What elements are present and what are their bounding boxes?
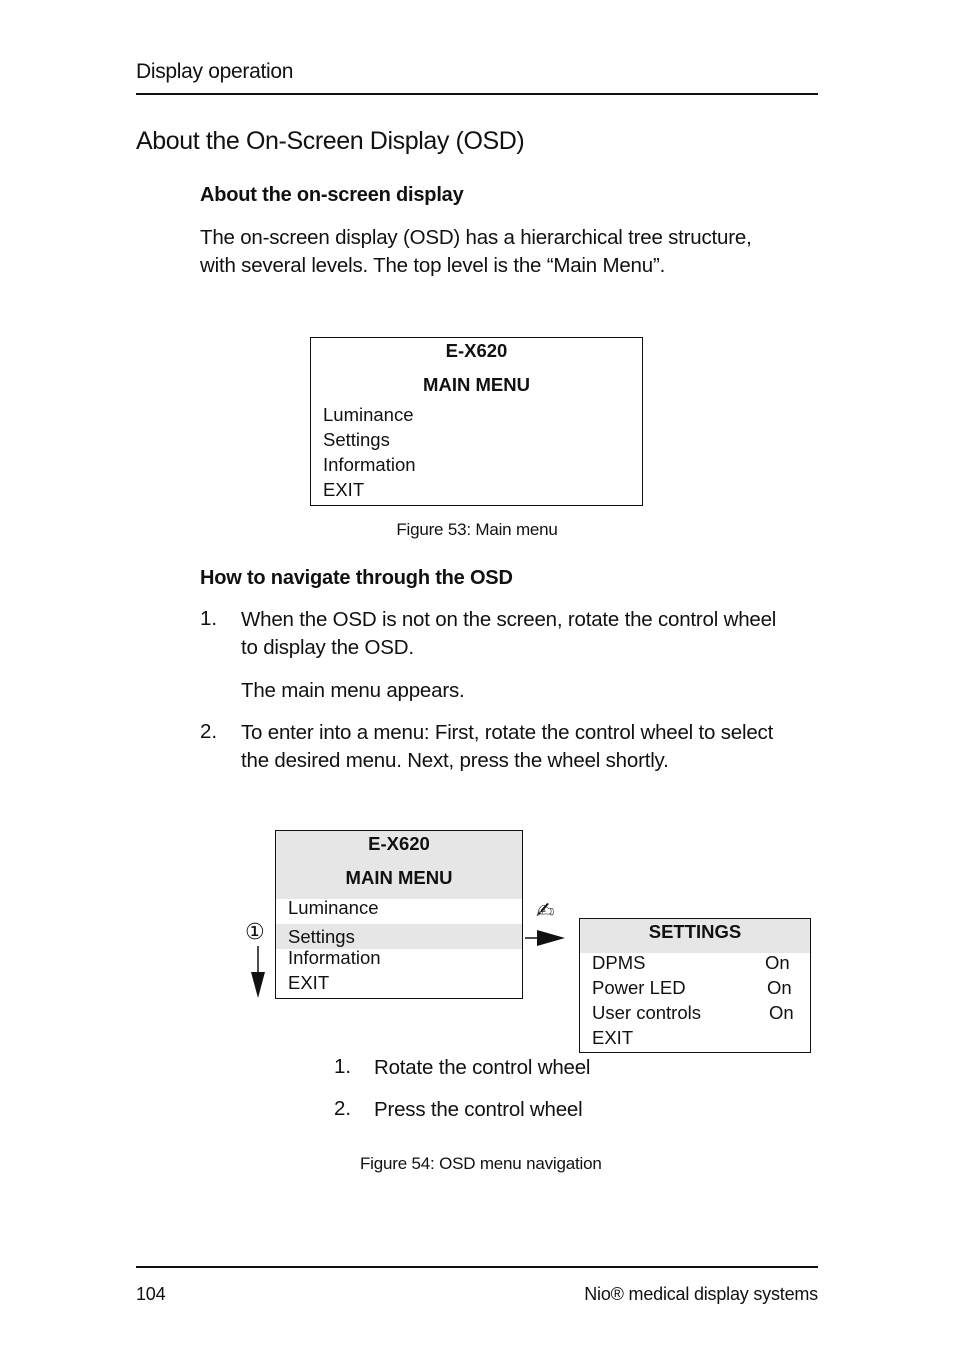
down-arrow-icon (248, 944, 270, 1000)
nav-menu-title: MAIN MENU (345, 867, 453, 888)
header-rule (136, 93, 818, 95)
nav-item-information: Information (288, 947, 381, 968)
settings-value-dpms: On (765, 952, 790, 973)
legend-2-text: Press the control wheel (374, 1098, 583, 1121)
settings-value-user-controls: On (769, 1002, 794, 1023)
menu-item-luminance: Luminance (323, 404, 414, 425)
step-2-text (241, 719, 831, 775)
about-line-2: with several levels. The top level is the “Main Menu”. (200, 254, 666, 277)
step-1-line-1: When the OSD is not on the screen, rotate the control wheel (241, 608, 777, 631)
menu-item-information: Information (323, 454, 416, 475)
settings-label-user-controls: User controls (592, 1002, 701, 1023)
step-2-number: 2. (200, 720, 218, 743)
menu-title: MAIN MENU (423, 374, 530, 395)
settings-value-power-led: On (767, 977, 792, 998)
right-arrow-icon (523, 927, 567, 949)
step-1-line-2: to display the OSD. (241, 636, 414, 659)
step-1-number: 1. (200, 607, 218, 630)
publication-title: Nio® medical display systems (584, 1284, 818, 1304)
step-1-marker: ① (245, 919, 265, 944)
press-hand-icon: ✍ (536, 898, 555, 923)
nav-menu-model: E-X620 (368, 833, 430, 854)
about-paragraph (200, 224, 820, 280)
settings-row-user-controls (592, 1000, 794, 1025)
nav-main-menu (275, 830, 523, 999)
step-1-text (241, 606, 831, 662)
legend-1-number: 1. (334, 1055, 352, 1078)
running-header: Display operation (136, 60, 294, 83)
nav-item-luminance: Luminance (288, 897, 379, 918)
nav-item-exit: EXIT (288, 972, 330, 993)
nav-item-settings-highlighted: Settings (276, 924, 522, 949)
settings-title: SETTINGS (648, 921, 742, 942)
menu-model: E-X620 (445, 340, 508, 361)
settings-row-exit: EXIT (592, 1027, 634, 1048)
settings-menu (579, 918, 811, 1053)
page-number: 104 (136, 1284, 166, 1304)
section-title: About the On-Screen Display (OSD) (136, 127, 525, 155)
main-menu-figure (310, 337, 643, 506)
figure-54-caption: Figure 54: OSD menu navigation (360, 1154, 602, 1173)
legend-1-text: Rotate the control wheel (374, 1056, 591, 1079)
footer-rule (136, 1266, 818, 1268)
navigate-heading: How to navigate through the OSD (200, 567, 513, 589)
legend-2-number: 2. (334, 1097, 352, 1120)
figure-53-caption: Figure 53: Main menu (396, 520, 558, 539)
step-1-note: The main menu appears. (241, 679, 465, 702)
settings-label-dpms: DPMS (592, 952, 646, 973)
menu-item-exit: EXIT (323, 479, 365, 500)
step-2-line-1: To enter into a menu: First, rotate the control wheel to select (241, 721, 774, 744)
about-line-1: The on-screen display (OSD) has a hierarchical tree structure, (200, 226, 752, 249)
settings-label-power-led: Power LED (592, 977, 686, 998)
about-heading: About the on-screen display (200, 184, 464, 206)
settings-row-power-led (592, 975, 794, 1000)
settings-row-dpms (592, 950, 794, 975)
step-2-line-2: the desired menu. Next, press the wheel shortly. (241, 749, 669, 772)
menu-item-settings: Settings (323, 429, 390, 450)
